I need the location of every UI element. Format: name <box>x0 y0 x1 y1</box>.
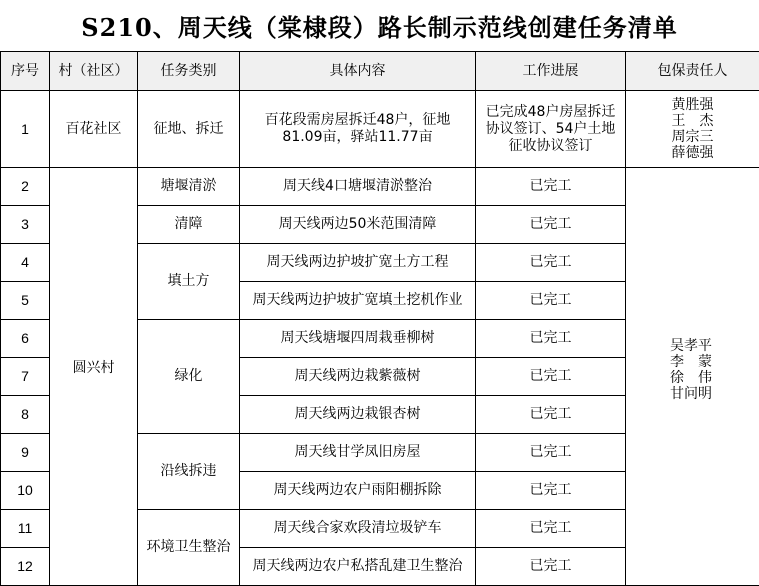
header-people: 包保责任人 <box>626 52 759 91</box>
progress-cell: 已完工 <box>476 510 626 548</box>
content-cell: 周天线甘学凤旧房屋 <box>240 434 476 472</box>
content-cell: 周天线两边栽紫薇树 <box>240 358 476 396</box>
content-cell: 周天线4口塘堰清淤整治 <box>240 168 476 206</box>
progress-cell: 已完工 <box>476 358 626 396</box>
village-cell: 百花社区 <box>50 91 138 168</box>
page-title: S210、周天线（棠棣段）路长制示范线创建任务清单 <box>0 0 759 51</box>
header-progress: 工作进展 <box>476 52 626 91</box>
row-number: 2 <box>1 168 50 206</box>
row-number: 5 <box>1 282 50 320</box>
progress-cell: 已完工 <box>476 168 626 206</box>
village-cell: 圆兴村 <box>50 168 138 586</box>
content-cell: 百花段需房屋拆迁48户，征地81.09亩，驿站11.77亩 <box>240 91 476 168</box>
content-cell: 周天线两边农户雨阳棚拆除 <box>240 472 476 510</box>
row-number: 8 <box>1 396 50 434</box>
category-cell: 沿线拆违 <box>138 434 240 510</box>
content-cell: 周天线两边50米范围清障 <box>240 206 476 244</box>
category-cell: 绿化 <box>138 320 240 434</box>
category-cell: 填土方 <box>138 244 240 320</box>
header-village: 村（社区） <box>50 52 138 91</box>
progress-cell: 已完工 <box>476 396 626 434</box>
row-number: 10 <box>1 472 50 510</box>
content-cell: 周天线塘堰四周栽垂柳树 <box>240 320 476 358</box>
header-no: 序号 <box>1 52 50 91</box>
category-cell: 清障 <box>138 206 240 244</box>
table-row <box>1 168 759 206</box>
content-cell: 周天线两边栽银杏树 <box>240 396 476 434</box>
task-table <box>0 51 759 586</box>
content-cell: 周天线两边护坡扩宽土方工程 <box>240 244 476 282</box>
progress-cell: 已完工 <box>476 282 626 320</box>
row-number: 7 <box>1 358 50 396</box>
header-category: 任务类别 <box>138 52 240 91</box>
row-number: 3 <box>1 206 50 244</box>
person-name: 吴孝平 <box>670 338 759 354</box>
row-number: 12 <box>1 548 50 586</box>
content-cell: 周天线两边护坡扩宽填土挖机作业 <box>240 282 476 320</box>
person-name: 周宗三 <box>626 129 759 145</box>
responsible-people-cell <box>626 168 759 586</box>
row-number: 4 <box>1 244 50 282</box>
progress-cell: 已完工 <box>476 320 626 358</box>
progress-cell: 已完工 <box>476 472 626 510</box>
person-name: 甘问明 <box>670 386 759 402</box>
header-content: 具体内容 <box>240 52 476 91</box>
progress-cell: 已完工 <box>476 548 626 586</box>
category-cell: 环境卫生整治 <box>138 510 240 586</box>
header-row <box>1 52 759 91</box>
progress-cell: 已完工 <box>476 244 626 282</box>
content-cell: 周天线两边农户私搭乱建卫生整治 <box>240 548 476 586</box>
row-number: 11 <box>1 510 50 548</box>
content-cell: 周天线合家欢段清垃圾铲车 <box>240 510 476 548</box>
row-number: 1 <box>1 91 50 168</box>
category-cell: 征地、拆迁 <box>138 91 240 168</box>
responsible-people-cell <box>626 91 759 168</box>
person-name: 李 蒙 <box>670 354 759 370</box>
person-name: 徐 伟 <box>670 370 759 386</box>
progress-cell: 已完成48户房屋拆迁协议签订、54户土地征收协议签订 <box>476 91 626 168</box>
category-cell: 塘堰清淤 <box>138 168 240 206</box>
progress-cell: 已完工 <box>476 434 626 472</box>
person-name: 黄胜强 <box>626 97 759 113</box>
person-name: 薛德强 <box>626 145 759 161</box>
person-name: 王 杰 <box>626 113 759 129</box>
table-row <box>1 91 759 168</box>
progress-cell: 已完工 <box>476 206 626 244</box>
row-number: 9 <box>1 434 50 472</box>
row-number: 6 <box>1 320 50 358</box>
